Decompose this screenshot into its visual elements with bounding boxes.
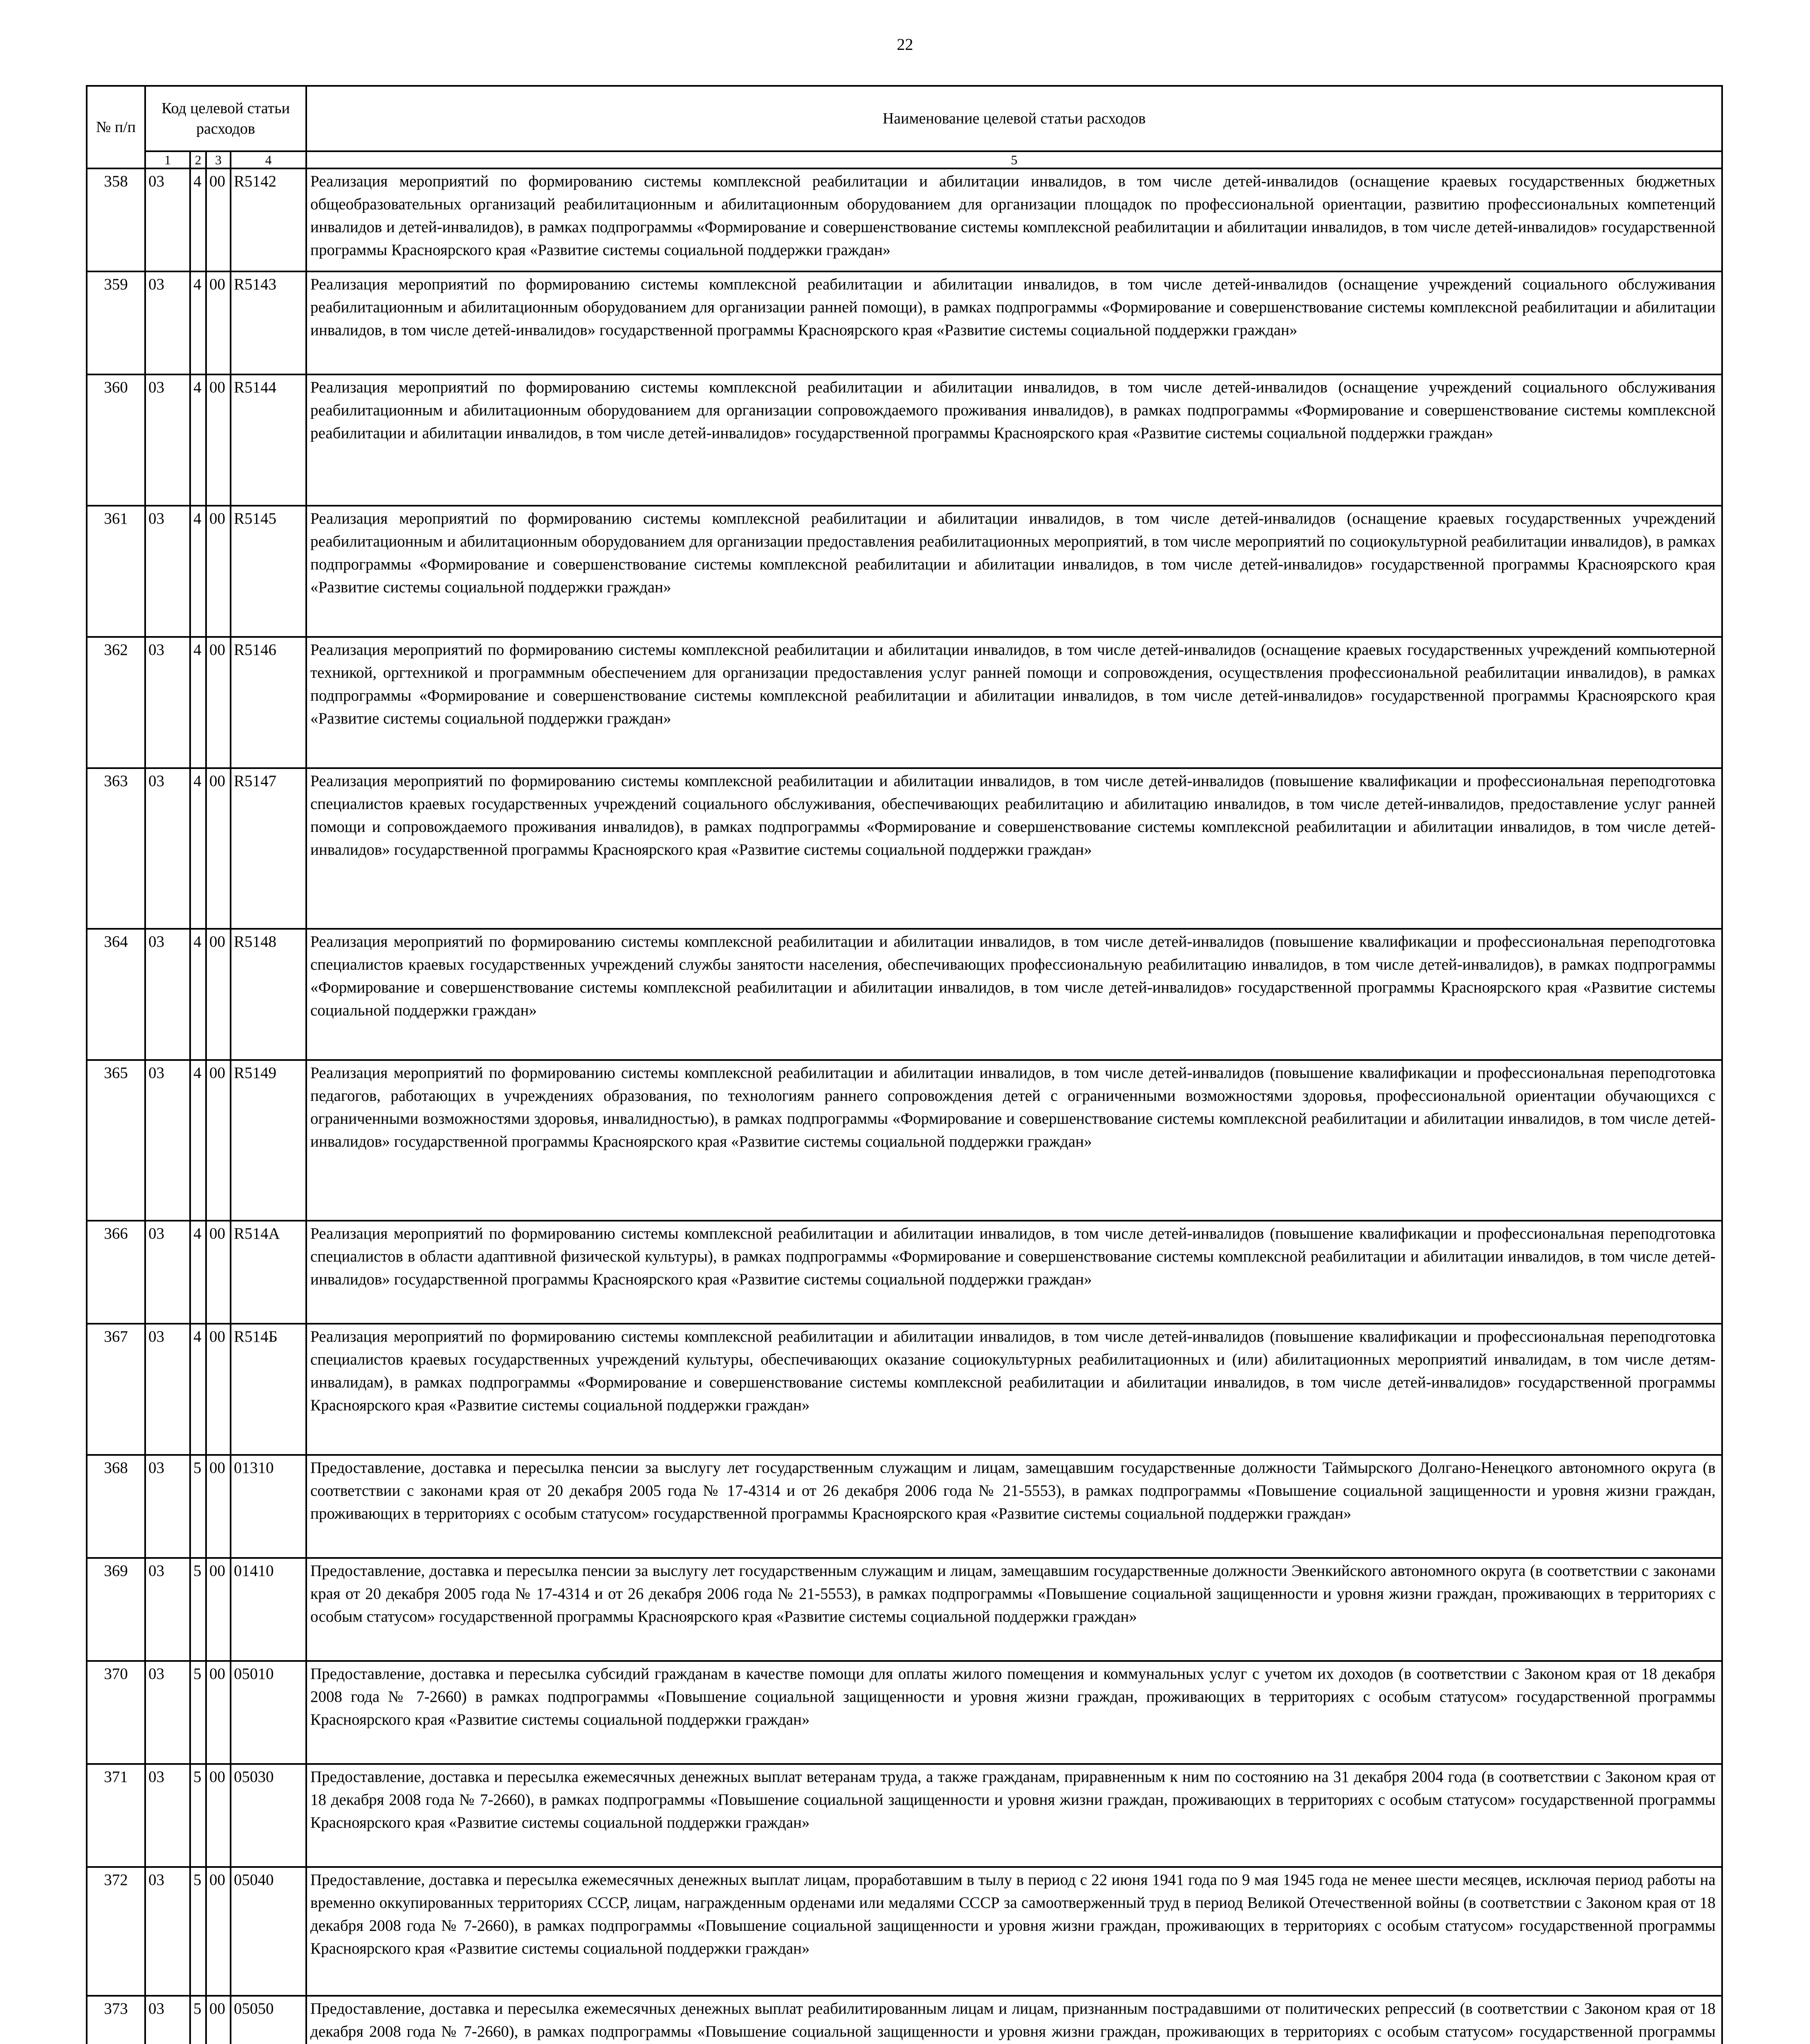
row-code-c3: 00 [206,929,231,1060]
row-code-c2: 4 [190,271,206,374]
row-code-c4: 05040 [231,1867,306,1996]
row-description: Реализация мероприятий по формированию системы комплексной реабилитации и абилитации инвалидов, в том числе детей-инвалидов (повышение квалификации и профессиональная переподготовка специалистов краевых государственных учреждений службы занятости населения, обеспечивающих профессиональную реабилитацию инвалидов, в том числе детей-инвалидов), в рамках подпрограммы «Формирование и совершенствование системы комплексной реабилитации и абилитации инвалидов, в том числе детей-инвалидов» государственной программы Красноярского края «Развитие системы социальной поддержки граждан» [306,929,1722,1060]
row-code-c4: 01310 [231,1455,306,1558]
row-number: 366 [87,1221,145,1324]
row-code-c3: 00 [206,1060,231,1221]
row-code-c2: 4 [190,1060,206,1221]
header-row [87,86,1722,151]
row-code-c4: R5144 [231,374,306,506]
table-row [87,1996,1722,2044]
row-code-c2: 5 [190,1996,206,2044]
header-num-cell: № п/п [87,86,145,168]
row-code-c4: R514A [231,1221,306,1324]
row-code-c1: 03 [145,271,190,374]
row-number: 364 [87,929,145,1060]
table-row [87,374,1722,506]
table-row [87,1221,1722,1324]
row-code-c1: 03 [145,929,190,1060]
row-description: Реализация мероприятий по формированию системы комплексной реабилитации и абилитации инвалидов, в том числе детей-инвалидов (оснащение краевых государственных учреждений реабилитационным и абилитационным оборудованием для организации предоставления реабилитационных мероприятий, в том числе мероприятий по социокультурной реабилитации инвалидов), в рамках подпрограммы «Формирование и совершенствование системы комплексной реабилитации и абилитации инвалидов, в том числе детей-инвалидов» государственной программы Красноярского края «Развитие системы социальной поддержки граждан» [306,506,1722,637]
table-row [87,929,1722,1060]
column-numbers-row [87,151,1722,168]
row-number: 368 [87,1455,145,1558]
row-description: Реализация мероприятий по формированию системы комплексной реабилитации и абилитации инвалидов, в том числе детей-инвалидов (оснащение учреждений социального обслуживания реабилитационным и абилитационным оборудованием для организации ранней помощи), в рамках подпрограммы «Формирование и совершенствование системы комплексной реабилитации и абилитации инвалидов, в том числе детей-инвалидов» государственной программы Красноярского края «Развитие системы социальной поддержки граждан» [306,271,1722,374]
row-code-c2: 4 [190,374,206,506]
row-code-c4: R5143 [231,271,306,374]
row-code-c3: 00 [206,1558,231,1661]
row-code-c1: 03 [145,1455,190,1558]
row-number: 362 [87,637,145,768]
row-code-c2: 5 [190,1455,206,1558]
row-number: 369 [87,1558,145,1661]
row-description: Реализация мероприятий по формированию системы комплексной реабилитации и абилитации инвалидов, в том числе детей-инвалидов (повышение квалификации и профессиональная переподготовка специалистов краевых государственных учреждений социального обслуживания, обеспечивающих реабилитацию и абилитацию инвалидов, в том числе детей-инвалидов, предоставление услуг ранней помощи и сопровождаемого проживания инвалидов), в рамках подпрограммы «Формирование и совершенствование системы комплексной реабилитации и абилитации инвалидов, в том числе детей-инвалидов» государственной программы Красноярского края «Развитие системы социальной поддержки граждан» [306,768,1722,929]
row-code-c1: 03 [145,1324,190,1455]
table-row [87,506,1722,637]
budget-table [86,85,1723,2044]
row-number: 361 [87,506,145,637]
table-row [87,1455,1722,1558]
row-code-c4: R5148 [231,929,306,1060]
row-code-c4: 05050 [231,1996,306,2044]
column-number: 2 [190,151,206,168]
row-description: Реализация мероприятий по формированию системы комплексной реабилитации и абилитации инвалидов, в том числе детей-инвалидов (повышение квалификации и профессиональная переподготовка специалистов в области адаптивной физической культуры), в рамках подпрограммы «Формирование и совершенствование системы комплексной реабилитации и абилитации инвалидов, в том числе детей-инвалидов» государственной программы Красноярского края «Развитие системы социальной поддержки граждан» [306,1221,1722,1324]
column-number: 5 [306,151,1722,168]
row-number: 372 [87,1867,145,1996]
row-description: Реализация мероприятий по формированию системы комплексной реабилитации и абилитации инвалидов, в том числе детей-инвалидов (повышение квалификации и профессиональная переподготовка специалистов краевых государственных учреждений культуры, обеспечивающих оказание социокультурных реабилитационных и (или) абилитационных мероприятий инвалидам, в том числе детям-инвалидам), в рамках подпрограммы «Формирование и совершенствование системы комплексной реабилитации и абилитации инвалидов, в том числе детей-инвалидов» государственной программы Красноярского края «Развитие системы социальной поддержки граждан» [306,1324,1722,1455]
row-code-c4: R5146 [231,637,306,768]
table-row [87,1324,1722,1455]
row-description: Предоставление, доставка и пересылка ежемесячных денежных выплат лицам, проработавшим в тылу в период с 22 июня 1941 года по 9 мая 1945 года не менее шести месяцев, исключая период работы на временно оккупированных территориях СССР, лицам, награжденным орденами или медалями СССР за самоотверженный труд в период Великой Отечественной войны (в соответствии с Законом края от 18 декабря 2008 года № 7-2660), в рамках подпрограммы «Повышение социальной защищенности и уровня жизни граждан, проживающих в территориях с особым статусом» государственной программы Красноярского края «Развитие системы социальной поддержки граждан» [306,1867,1722,1996]
row-code-c2: 4 [190,768,206,929]
row-code-c3: 00 [206,271,231,374]
row-code-c1: 03 [145,1558,190,1661]
table-row [87,768,1722,929]
row-code-c3: 00 [206,1661,231,1764]
table-row [87,1764,1722,1867]
row-number: 358 [87,168,145,271]
row-code-c2: 4 [190,637,206,768]
row-description: Предоставление, доставка и пересылка ежемесячных денежных выплат ветеранам труда, а также гражданам, приравненным к ним по состоянию на 31 декабря 2004 года (в соответствии с Законом края от 18 декабря 2008 года № 7-2660), в рамках подпрограммы «Повышение социальной защищенности и уровня жизни граждан, проживающих в территориях с особым статусом» государственной программы Красноярского края «Развитие системы социальной поддержки граждан» [306,1764,1722,1867]
row-code-c3: 00 [206,637,231,768]
row-code-c3: 00 [206,506,231,637]
row-code-c2: 4 [190,1324,206,1455]
row-code-c2: 5 [190,1867,206,1996]
row-code-c4: 05030 [231,1764,306,1867]
row-code-c4: R514Б [231,1324,306,1455]
row-code-c3: 00 [206,1867,231,1996]
row-code-c1: 03 [145,637,190,768]
table-body [87,86,1722,2044]
row-code-c3: 00 [206,1324,231,1455]
row-number: 370 [87,1661,145,1764]
row-code-c4: R5147 [231,768,306,929]
row-description: Реализация мероприятий по формированию системы комплексной реабилитации и абилитации инвалидов, в том числе детей-инвалидов (оснащение учреждений социального обслуживания реабилитационным и абилитационным оборудованием для организации сопровождаемого проживания инвалидов), в рамках подпрограммы «Формирование и совершенствование системы комплексной реабилитации и абилитации инвалидов, в том числе детей-инвалидов» государственной программы Красноярского края «Развитие системы социальной поддержки граждан» [306,374,1722,506]
row-number: 363 [87,768,145,929]
header-name-cell: Наименование целевой статьи расходов [306,86,1722,151]
row-number: 373 [87,1996,145,2044]
row-description: Реализация мероприятий по формированию системы комплексной реабилитации и абилитации инвалидов, в том числе детей-инвалидов (оснащение краевых государственных учреждений компьютерной техникой, оргтехникой и программным обеспечением для организации предоставления услуг ранней помощи и сопровождения, осуществления профессиональной реабилитации инвалидов), в рамках подпрограммы «Формирование и совершенствование системы комплексной реабилитации и абилитации инвалидов, в том числе детей-инвалидов» государственной программы Красноярского края «Развитие системы социальной поддержки граждан» [306,637,1722,768]
column-number: 1 [145,151,190,168]
table-row [87,1867,1722,1996]
row-code-c1: 03 [145,1221,190,1324]
row-description: Предоставление, доставка и пересылка ежемесячных денежных выплат реабилитированным лицам и лицам, признанным пострадавшими от политических репрессий (в соответствии с Законом края от 18 декабря 2008 года № 7-2660), в рамках подпрограммы «Повышение социальной защищенности и уровня жизни граждан, проживающих в территориях с особым статусом» государственной программы [306,1996,1722,2044]
table-row [87,168,1722,271]
row-code-c2: 4 [190,929,206,1060]
table-row [87,1060,1722,1221]
table-row [87,637,1722,768]
row-code-c2: 4 [190,168,206,271]
row-code-c3: 00 [206,1221,231,1324]
table-row [87,1661,1722,1764]
row-code-c3: 00 [206,168,231,271]
row-code-c2: 5 [190,1661,206,1764]
page-number: 22 [897,35,913,54]
column-number: 3 [206,151,231,168]
row-number: 367 [87,1324,145,1455]
row-code-c1: 03 [145,1996,190,2044]
header-code-cell: Код целевой статьи расходов [145,86,306,151]
row-code-c1: 03 [145,168,190,271]
row-code-c4: 01410 [231,1558,306,1661]
row-code-c3: 00 [206,1764,231,1867]
row-code-c4: R5149 [231,1060,306,1221]
row-code-c3: 00 [206,1996,231,2044]
row-description: Реализация мероприятий по формированию системы комплексной реабилитации и абилитации инвалидов, в том числе детей-инвалидов (оснащение краевых государственных бюджетных общеобразовательных организаций реабилитационным и абилитационным оборудованием для организации площадок по профессиональной ориентации, развитию профессиональных компетенций инвалидов и детей-инвалидов), в рамках подпрограммы «Формирование и совершенствование системы комплексной реабилитации и абилитации инвалидов, в том числе детей-инвалидов» государственной программы Красноярского края «Развитие системы социальной поддержки граждан» [306,168,1722,271]
table-row [87,271,1722,374]
row-code-c3: 00 [206,1455,231,1558]
row-code-c1: 03 [145,1867,190,1996]
row-code-c1: 03 [145,1764,190,1867]
row-code-c2: 5 [190,1558,206,1661]
row-number: 360 [87,374,145,506]
row-number: 371 [87,1764,145,1867]
row-number: 359 [87,271,145,374]
row-code-c1: 03 [145,1060,190,1221]
row-description: Предоставление, доставка и пересылка субсидий гражданам в качестве помощи для оплаты жилого помещения и коммунальных услуг с учетом их доходов (в соответствии с Законом края от 18 декабря 2008 года № 7-2660) в рамках подпрограммы «Повышение социальной защищенности и уровня жизни граждан, проживающих в территориях с особым статусом» государственной программы Красноярского края «Развитие системы социальной поддержки граждан» [306,1661,1722,1764]
row-code-c3: 00 [206,768,231,929]
row-code-c3: 00 [206,374,231,506]
row-code-c2: 4 [190,506,206,637]
column-number: 4 [231,151,306,168]
row-code-c2: 5 [190,1764,206,1867]
row-code-c4: R5145 [231,506,306,637]
row-code-c1: 03 [145,506,190,637]
row-description: Предоставление, доставка и пересылка пенсии за выслугу лет государственным служащим и лицам, замещавшим государственные должности Таймырского Долгано-Ненецкого автономного округа (в соответствии с законами края от 20 декабря 2005 года № 17-4314 и от 26 декабря 2006 года № 21-5553), в рамках подпрограммы «Повышение социальной защищенности и уровня жизни граждан, проживающих в территориях с особым статусом» государственной программы Красноярского края «Развитие системы социальной поддержки граждан» [306,1455,1722,1558]
row-code-c2: 4 [190,1221,206,1324]
row-code-c1: 03 [145,374,190,506]
row-code-c4: 05010 [231,1661,306,1764]
row-code-c1: 03 [145,1661,190,1764]
row-code-c4: R5142 [231,168,306,271]
row-code-c1: 03 [145,768,190,929]
row-number: 365 [87,1060,145,1221]
row-description: Реализация мероприятий по формированию системы комплексной реабилитации и абилитации инвалидов, в том числе детей-инвалидов (повышение квалификации и профессиональная переподготовка педагогов, работающих в учреждениях образования, по технологиям раннего сопровождения детей с ограниченными возможностями здоровья, профессиональной ориентации обучающихся с ограниченными возможностями здоровья, инвалидностью), в рамках подпрограммы «Формирование и совершенствование системы комплексной реабилитации и абилитации инвалидов, в том числе детей-инвалидов» государственной программы Красноярского края «Развитие системы социальной поддержки граждан» [306,1060,1722,1221]
row-description: Предоставление, доставка и пересылка пенсии за выслугу лет государственным служащим и лицам, замещавшим государственные должности Эвенкийского автономного округа (в соответствии с законами края от 20 декабря 2005 года № 17-4314 и от 26 декабря 2006 года № 21-5553), в рамках подпрограммы «Повышение социальной защищенности и уровня жизни граждан, проживающих в территориях с особым статусом» государственной программы Красноярского края «Развитие системы социальной поддержки граждан» [306,1558,1722,1661]
table-row [87,1558,1722,1661]
